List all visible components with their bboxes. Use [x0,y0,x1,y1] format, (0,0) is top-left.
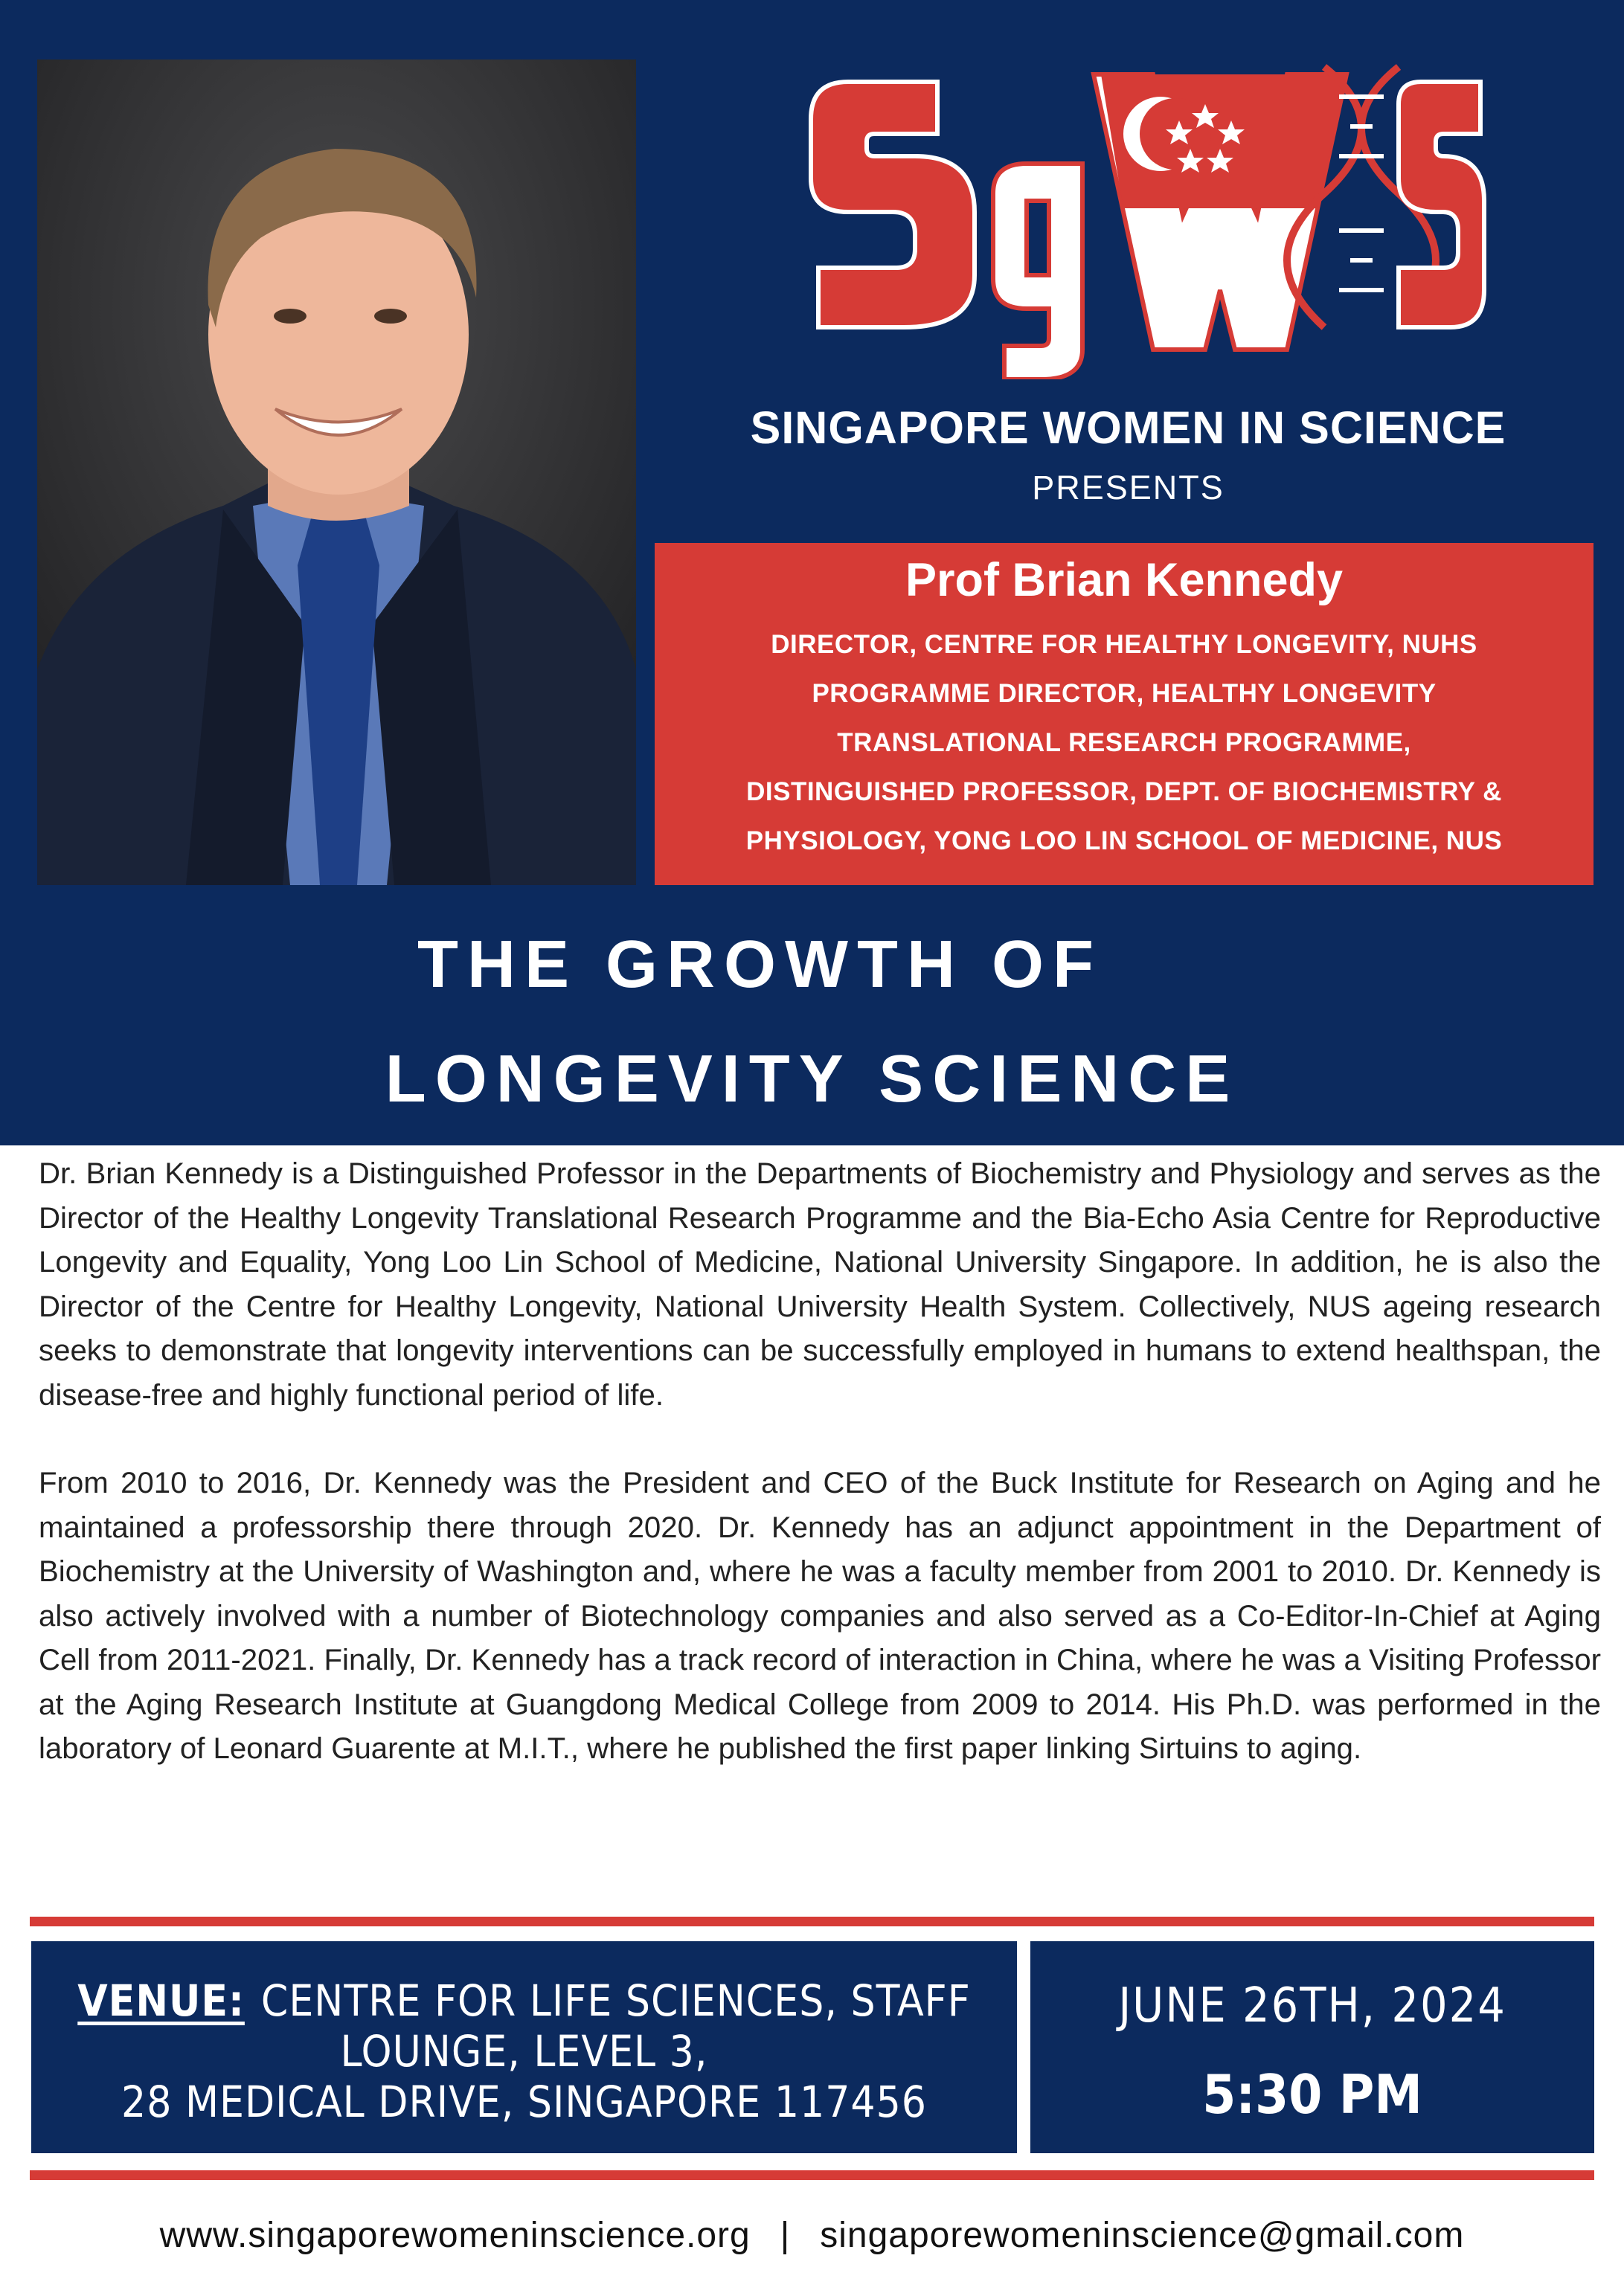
speaker-title-line: PROGRAMME DIRECTOR, HEALTHY LONGEVITY [812,679,1437,708]
speaker-info-box [655,543,1593,885]
top-divider [30,1917,1594,1926]
org-name: SINGAPORE WOMEN IN SCIENCE [750,402,1506,453]
speaker-title-line: DISTINGUISHED PROFESSOR, DEPT. OF BIOCHEMISTRY & [746,777,1502,806]
venue-line-3: 28 MEDICAL DRIVE, SINGAPORE 117456 [121,2077,927,2127]
footer-contact [0,2215,1624,2256]
talk-title-line-2: LONGEVITY SCIENCE [385,1042,1239,1116]
hero-banner [0,0,1624,1145]
sgwis-logo-mark [803,52,1488,379]
event-time: 5:30 PM [1202,2063,1422,2126]
talk-title-line-1: THE GROWTH OF [417,927,1103,1002]
venue-line-2: LOUNGE, LEVEL 3, [340,2026,708,2077]
bio-paragraph-2: From 2010 to 2016, Dr. Kennedy was the President and CEO of the Buck Institute for Research on Aging and he maintained a professorship there through 2020. Dr. Kennedy has an adjunct appointment in the Department of Biochemistry at the University of Washington and, where he was a faculty member from 2001 to 2010. Dr. Kennedy is also actively involved with a number of Biotechnology companies and also served as a Co-Editor-In-Chief at Aging Cell from 2011-2021. Finally, Dr. Kennedy has a track record of interaction in China, where he was a Visiting Professor at the Aging Research Institute at Guangdong Medical College from 2009 to 2014. His Ph.D. was performed in the laboratory of Leonard Guarente at M.I.T., where he published the first paper linking Sirtuins to aging. [39,1466,1601,1765]
venue-line-1 [31,1975,1017,2026]
footer-separator: | [780,2216,791,2255]
event-date: JUNE 26TH, 2024 [1118,1978,1506,2033]
bio-paragraph-1: Dr. Brian Kennedy is a Distinguished Professor in the Departments of Biochemistry and Physiology and serves as the Director of the Healthy Longevity Translational Research Programme and the Bia-Echo Asia Centre for Reproductive Longevity and Equality, Yong Loo Lin School of Medicine, National University Singapore. In addition, he is also the Director of the Centre for Healthy Longevity, National University Health System. Collectively, NUS ageing research seeks to demonstrate that longevity interventions can be successfully employed in humans to extend healthspan, the disease-free and highly functional period of life. [39,1157,1601,1412]
bottom-divider [30,2170,1594,2180]
venue-line-1-text: CENTRE FOR LIFE SCIENCES, STAFF [260,1975,971,2026]
date-time-box [1030,1941,1594,2153]
email-link[interactable]: singaporewomeninscience@gmail.com [820,2216,1465,2255]
speaker-name: Prof Brian Kennedy [905,554,1344,606]
speaker-portrait-illustration [37,60,636,885]
speaker-photo [37,60,636,885]
speaker-titles [655,620,1593,866]
speaker-title-line: PHYSIOLOGY, YONG LOO LIN SCHOOL OF MEDICINE, NUS [745,826,1503,855]
presents-label: PRESENTS [1032,469,1225,507]
venue-box [31,1941,1017,2153]
speaker-title-line: TRANSLATIONAL RESEARCH PROGRAMME, [837,728,1411,757]
speaker-bio [39,1151,1601,1815]
venue-label: VENUE: [77,1975,245,2026]
website-link[interactable]: www.singaporewomeninscience.org [159,2216,751,2255]
sgwis-logo [803,52,1488,379]
talk-title [0,907,1624,1136]
speaker-title-line: DIRECTOR, CENTRE FOR HEALTHY LONGEVITY, NUHS [771,630,1477,659]
